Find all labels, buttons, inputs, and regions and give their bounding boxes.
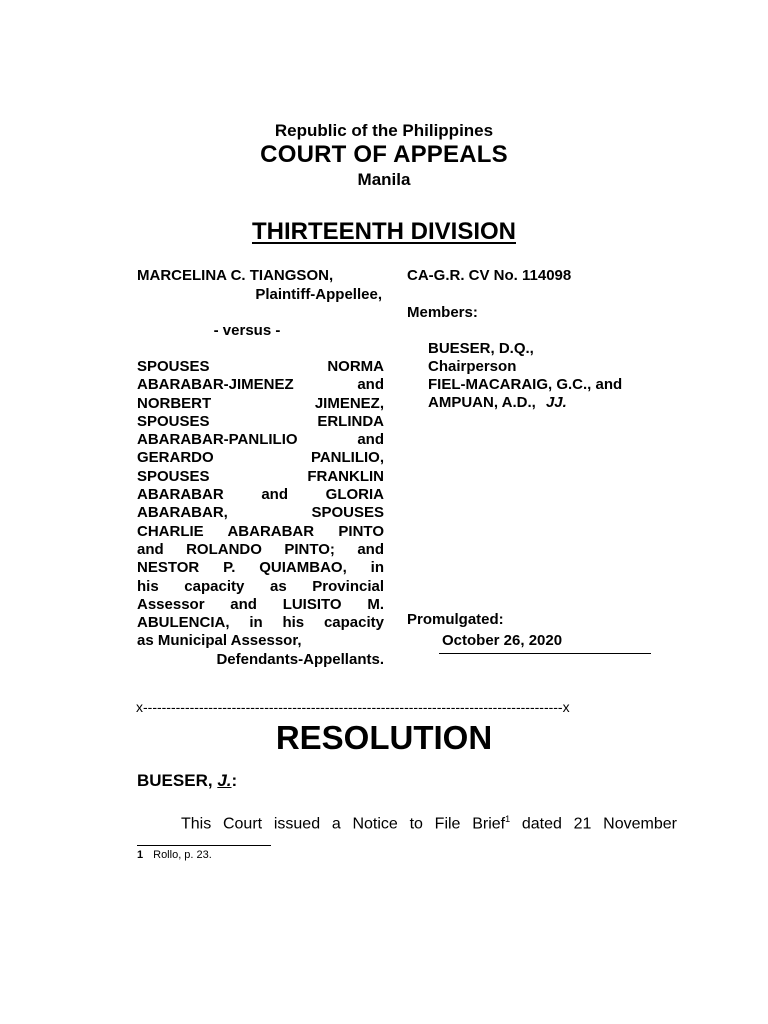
defendants-line: CHARLIE ABARABAR PINTO	[137, 522, 384, 540]
defendants-line: SPOUSES ERLINDA	[137, 412, 384, 430]
ponente-colon: :	[231, 771, 238, 790]
caption-separator: x------------------------------------------------------------------------------------------x	[136, 699, 570, 715]
document-title: RESOLUTION	[275, 719, 493, 756]
defendants-line: ABARABAR-JIMENEZ and	[137, 376, 384, 394]
case-number: CA-G.R. CV No. 114098	[407, 267, 572, 284]
defendants-line: GERARDO PANLILIO,	[137, 449, 384, 467]
defendants-line: NORBERT JIMENEZ,	[137, 394, 384, 412]
defendants-line: SPOUSES FRANKLIN	[137, 467, 384, 485]
footnote	[137, 849, 212, 861]
member-two: FIEL-MACARAIG, G.C., and	[428, 376, 623, 393]
defendants-line: Assessor and LUISITO M.	[137, 595, 384, 613]
defendants-line: as Municipal Assessor,	[137, 632, 302, 650]
division-heading	[0, 218, 768, 246]
court-heading: COURT OF APPEALS	[260, 141, 508, 168]
republic-heading: Republic of the Philippines	[274, 121, 494, 140]
member-three	[428, 394, 567, 412]
division-title: THIRTEENTH DIVISION	[251, 218, 516, 245]
footnote-mark: 1	[137, 849, 144, 861]
body-paragraph	[137, 814, 677, 833]
plaintiff-role: Plaintiff-Appellee,	[255, 286, 382, 303]
promulgated-label: Promulgated:	[407, 611, 504, 628]
defendants-block	[137, 358, 384, 669]
promulgated-underline	[439, 653, 651, 654]
member-chairperson: BUESER, D.Q.,	[428, 340, 534, 357]
justices-suffix: JJ.	[545, 394, 567, 411]
promulgated-date: October 26, 2020	[442, 632, 563, 649]
defendants-line: ABARABAR, SPOUSES	[137, 504, 384, 522]
defendants-line: his capacity as Provincial	[137, 577, 384, 595]
defendants-line: and ROLANDO PINTO; and	[137, 540, 384, 558]
defendants-line: SPOUSES NORMA	[137, 358, 384, 375]
footnote-reference[interactable]: 1	[505, 814, 511, 824]
ponente-initial: J.	[217, 771, 232, 790]
ponente	[137, 771, 237, 791]
body-text-after: dated 21 November	[510, 815, 677, 833]
members-label: Members:	[407, 304, 478, 321]
ponente-name: BUESER,	[137, 771, 213, 790]
versus-label: - versus -	[213, 322, 281, 339]
city-heading: Manila	[357, 170, 411, 189]
defendants-role: Defendants-Appellants.	[216, 650, 384, 668]
defendants-line: ABARABAR-PANLILIO and	[137, 431, 384, 449]
footnote-text: Rollo, p. 23.	[153, 849, 212, 861]
chairperson-role: Chairperson	[428, 358, 517, 375]
defendants-line: NESTOR P. QUIAMBAO, in	[137, 559, 384, 577]
defendants-line: ABARABAR and GLORIA	[137, 486, 384, 504]
footnote-rule	[137, 845, 271, 846]
member-three-name: AMPUAN, A.D.,	[428, 394, 536, 411]
defendants-line: ABULENCIA, in his capacity	[137, 614, 384, 632]
body-text-before: This Court issued a Notice to File Brief	[181, 815, 506, 833]
plaintiff-name: MARCELINA C. TIANGSON,	[137, 267, 334, 284]
